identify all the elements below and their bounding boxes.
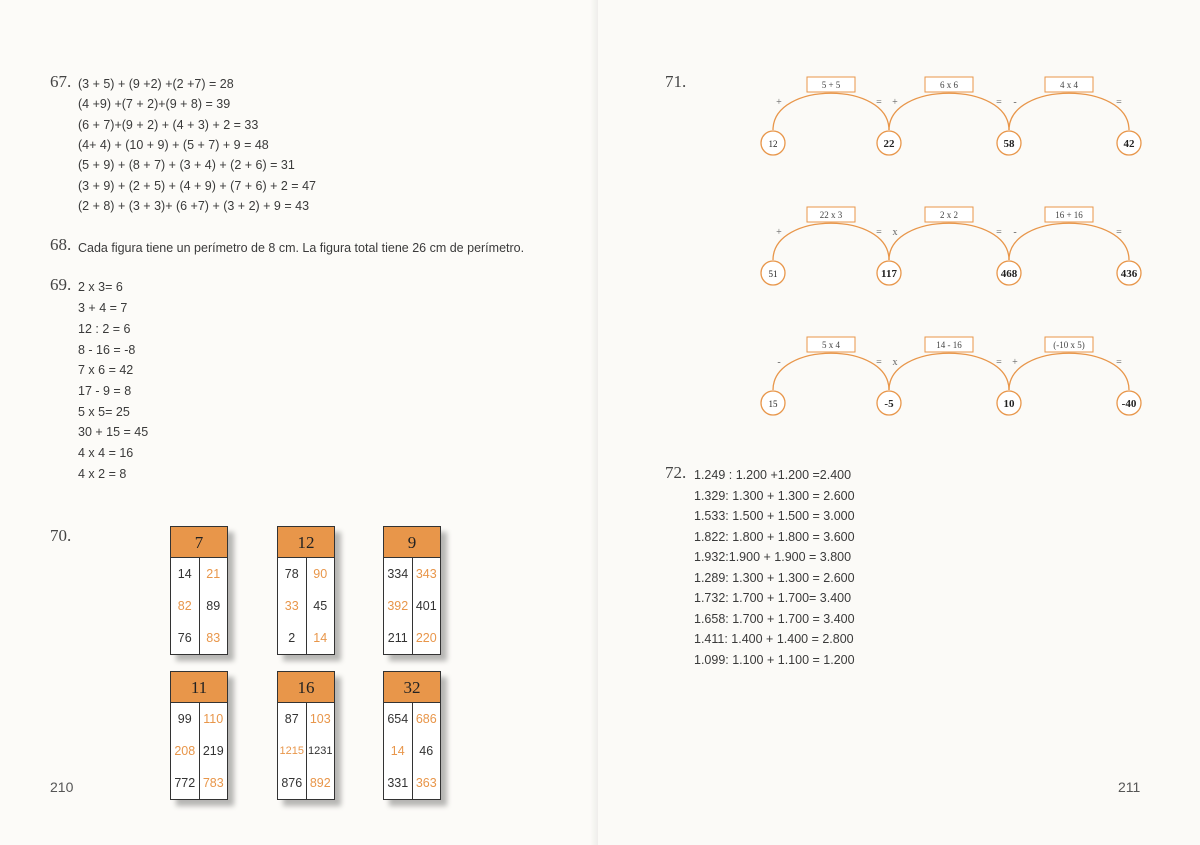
table-cell: 2: [278, 622, 307, 654]
number-table: [170, 671, 228, 800]
exercise-69-number: 69.: [50, 275, 72, 294]
value-circle-label: 12: [768, 139, 778, 149]
page-number-left: 210: [50, 779, 74, 795]
exercise-72-line: 1.289: 1.300 + 1.300 = 2.600: [694, 571, 855, 585]
table-cell: 103: [309, 712, 331, 726]
equals-sign: =: [996, 227, 1002, 238]
operation-box-label: 5 + 5: [821, 80, 841, 90]
number-table: [277, 526, 335, 655]
exercise-69-line: 7 x 6 = 42: [78, 363, 134, 377]
value-circle-label: 468: [1000, 268, 1018, 280]
arc-connector: [773, 223, 889, 260]
exercise-72-line: 1.932:1.900 + 1.900 = 3.800: [694, 550, 852, 564]
arc-connector: [1009, 353, 1129, 390]
exercise-72-line: 1.099: 1.100 + 1.100 = 1.200: [694, 653, 855, 667]
value-circle-label: 15: [768, 399, 778, 409]
operator-sign: -: [1013, 97, 1017, 108]
operation-box-label: 4 x 4: [1060, 80, 1078, 90]
table-cell: 110: [203, 712, 224, 726]
operator-sign: +: [892, 97, 898, 108]
page-number-right: 211: [1118, 779, 1141, 795]
table-head: 16: [278, 672, 334, 703]
value-circle-label: -5: [884, 398, 894, 410]
exercise-69-line: 4 x 4 = 16: [78, 446, 134, 460]
exercise-67-line: (6 + 7)+(9 + 2) + (4 + 3) + 2 = 33: [78, 118, 259, 132]
table-head: 7: [171, 527, 227, 558]
exercise-68-number: 68.: [50, 235, 72, 254]
value-circle-label: -40: [1121, 398, 1137, 410]
value-circle-label: 42: [1123, 138, 1135, 150]
table-cell: 220: [415, 631, 437, 645]
table-cell: 783: [202, 776, 224, 790]
exercise-72-line: 1.249 : 1.200 +1.200 =2.400: [694, 468, 852, 482]
operation-box-label: (-10 x 5): [1053, 340, 1085, 350]
table-cell: 45: [313, 599, 328, 613]
value-circle-label: 117: [881, 268, 897, 280]
table-cell: 21: [206, 567, 221, 581]
exercise-71-number: 71.: [665, 72, 687, 91]
table-cell: 219: [202, 744, 224, 758]
operation-box-label: 5 x 4: [822, 340, 840, 350]
arc-connector: [1009, 93, 1129, 130]
number-table: [383, 671, 441, 800]
table-cell: 82: [171, 590, 200, 622]
value-circle-label: 436: [1120, 268, 1138, 280]
table-cell: 14: [171, 558, 200, 590]
table-cell: 89: [206, 599, 221, 613]
right-page: [598, 0, 1200, 845]
table-cell: 892: [309, 776, 331, 790]
exercise-69-line: 30 + 15 = 45: [78, 425, 149, 439]
exercise-68-text: Cada figura tiene un perímetro de 8 cm. La figura total tiene 26 cm de perímetro.: [78, 241, 525, 255]
table-cell: 33: [278, 590, 307, 622]
number-table: [170, 526, 228, 655]
table-cell: 99: [171, 703, 200, 735]
exercise-67-line: (4+ 4) + (10 + 9) + (5 + 7) + 9 = 48: [78, 138, 269, 152]
exercise-69-line: 2 x 3= 6: [78, 280, 123, 294]
table-cell: 90: [313, 567, 328, 581]
equals-sign: =: [996, 97, 1002, 108]
table-cell: 876: [278, 767, 307, 799]
equals-sign: =: [996, 357, 1002, 368]
table-head: 9: [384, 527, 440, 558]
equals-sign: =: [1116, 97, 1122, 108]
table-cell: 87: [278, 703, 307, 735]
exercise-67-line: (3 + 5) + (9 +2) +(2 +7) = 28: [78, 77, 234, 91]
exercise-72-line: 1.411: 1.400 + 1.400 = 2.800: [694, 632, 854, 646]
table-cell: 76: [171, 622, 200, 654]
operation-box-label: 2 x 2: [940, 210, 958, 220]
table-cell: 78: [278, 558, 307, 590]
table-cell: 343: [415, 567, 437, 581]
exercise-67-number: 67.: [50, 72, 72, 91]
table-head: 32: [384, 672, 440, 703]
exercise-69-line: 12 : 2 = 6: [78, 322, 131, 336]
operation-chain-diagrams: [758, 70, 1200, 430]
exercise-69-line: 4 x 2 = 8: [78, 467, 127, 481]
operator-sign: x: [892, 357, 898, 368]
exercise-67-line: (2 + 8) + (3 + 3)+ (6 +7) + (3 + 2) + 9 = 43: [78, 199, 310, 213]
table-cell: 331: [384, 767, 413, 799]
exercise-69-line: 17 - 9 = 8: [78, 384, 132, 398]
table-cell: 83: [206, 631, 221, 645]
table-cell: 14: [384, 735, 413, 767]
table-cell: 401: [415, 599, 437, 613]
table-head: 11: [171, 672, 227, 703]
operator-sign: +: [1012, 357, 1018, 368]
exercise-72-line: 1.822: 1.800 + 1.800 = 3.600: [694, 530, 855, 544]
table-cell: 392: [384, 590, 413, 622]
table-cell: 654: [384, 703, 413, 735]
value-circle-label: 22: [883, 138, 895, 150]
table-cell: 1215: [278, 735, 307, 767]
arc-connector: [773, 93, 889, 130]
exercise-69-line: 8 - 16 = -8: [78, 343, 136, 357]
number-table: [383, 526, 441, 655]
exercise-72-line: 1.658: 1.700 + 1.700 = 3.400: [694, 612, 855, 626]
exercise-70-number: 70.: [50, 526, 72, 545]
table-head: 12: [278, 527, 334, 558]
number-table: [277, 671, 335, 800]
arc-connector: [773, 353, 889, 390]
table-cell: 208: [171, 735, 200, 767]
exercise-67-line: (5 + 9) + (8 + 7) + (3 + 4) + (2 + 6) = 31: [78, 158, 295, 172]
exercise-67-line: (3 + 9) + (2 + 5) + (4 + 9) + (7 + 6) + 2 = 47: [78, 179, 316, 193]
table-cell: 334: [384, 558, 413, 590]
operator-sign: +: [776, 227, 782, 238]
operation-box-label: 14 - 16: [936, 340, 962, 350]
table-cell: 14: [313, 631, 328, 645]
arc-connector: [889, 223, 1009, 260]
arc-connector: [1009, 223, 1129, 260]
exercise-72-line: 1.533: 1.500 + 1.500 = 3.000: [694, 509, 855, 523]
equals-sign: =: [1116, 227, 1122, 238]
operator-sign: +: [776, 97, 782, 108]
arc-connector: [889, 353, 1009, 390]
exercise-72-line: 1.329: 1.300 + 1.300 = 2.600: [694, 489, 855, 503]
table-cell: 1231: [308, 745, 333, 757]
exercise-72-number: 72.: [665, 463, 687, 482]
value-circle-label: 58: [1003, 138, 1015, 150]
table-cell: 46: [419, 744, 434, 758]
left-page: [0, 0, 598, 845]
value-circle-label: 51: [768, 269, 778, 279]
operator-sign: -: [1013, 227, 1017, 238]
table-cell: 363: [415, 776, 437, 790]
operation-box-label: 22 x 3: [819, 210, 843, 220]
exercise-67-line: (4 +9) +(7 + 2)+(9 + 8) = 39: [78, 97, 231, 111]
operation-box-label: 6 x 6: [940, 80, 958, 90]
table-cell: 772: [171, 767, 200, 799]
exercise-69-line: 5 x 5= 25: [78, 405, 130, 419]
operator-sign: -: [777, 357, 781, 368]
operation-box-label: 16 + 16: [1055, 210, 1083, 220]
exercise-69-line: 3 + 4 = 7: [78, 301, 128, 315]
equals-sign: =: [876, 227, 882, 238]
equals-sign: =: [876, 357, 882, 368]
exercise-72-line: 1.732: 1.700 + 1.700= 3.400: [694, 591, 852, 605]
operator-sign: x: [892, 227, 898, 238]
equals-sign: =: [876, 97, 882, 108]
value-circle-label: 10: [1003, 398, 1015, 410]
table-cell: 686: [415, 712, 437, 726]
equals-sign: =: [1116, 357, 1122, 368]
table-cell: 211: [384, 622, 413, 654]
arc-connector: [889, 93, 1009, 130]
